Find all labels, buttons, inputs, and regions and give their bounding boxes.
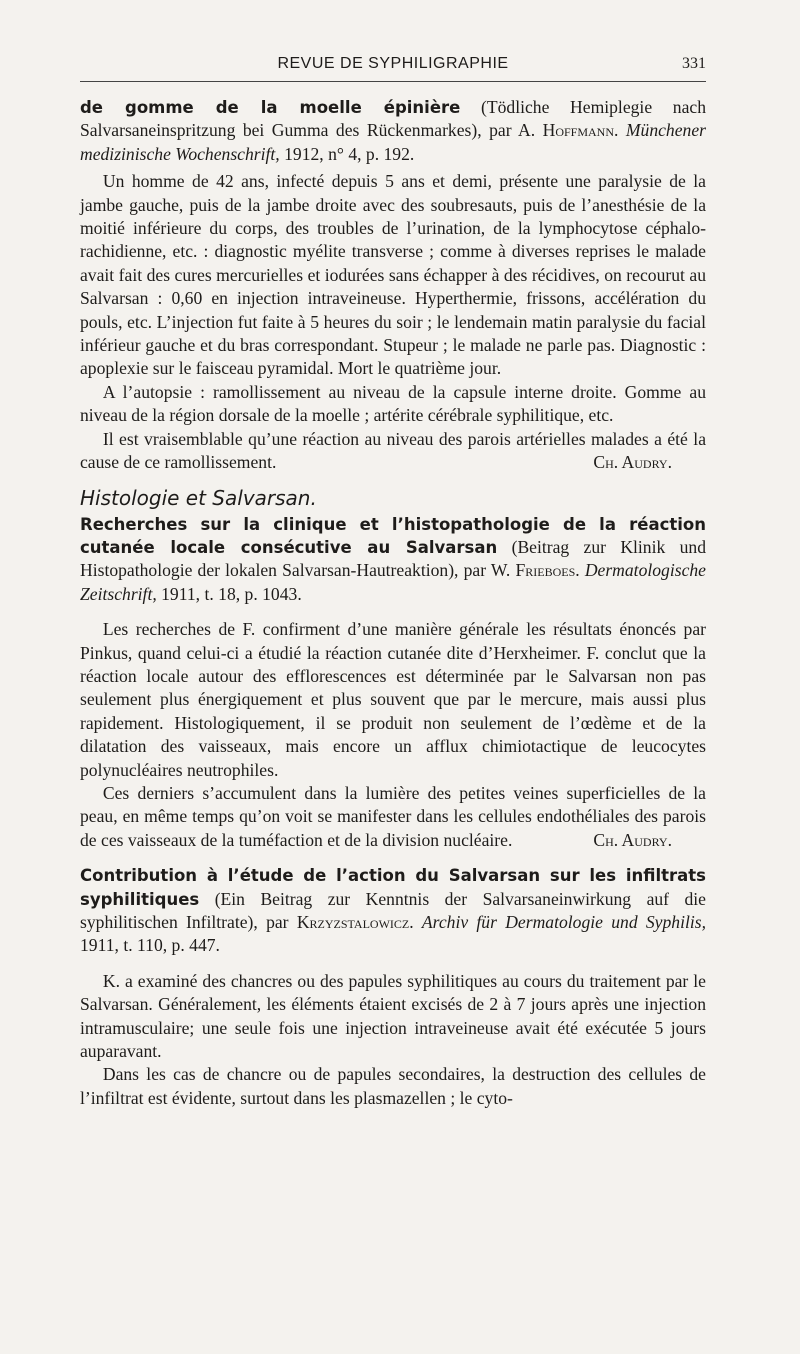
page-number: 331 [682,55,706,72]
article-1-paragraph-1: Un homme de 42 ans, infecté depuis 5 ans et demi, présente une paralysie de la jambe gauche, puis de la jambe droite avec des soubresauts, puis de l’anesthésie de la moitié inférieure du corps, des troubles de l’urination, de la lymphocytose céphalo-rachidienne, etc. : diagnostic myélite transverse ; comme à diverses reprises le malade avait fait des cures mercurielles et iodurées sans échapper à des récidives, on recourut au Salvarsan : 0,60 en injection intraveineuse. Hyperthermie, frissons, accélération du pouls, etc. L’injection fut faite à 5 heures du soir ; le lendemain matin paralysie du facial inférieur gauche et du bras correspondant. Stupeur ; le malade ne parle pas. Diagnostic : apoplexie sur le faisceau pyramidal. Mort le quatrième jour. [80,171,706,379]
article-3-sep: . [409,912,422,933]
article-3-journal: Archiv für Dermatologie und Syphilis, [421,912,706,933]
page-header [80,55,706,82]
article-1-paragraph-3: Il est vraisemblable qu’une réaction au niveau des parois artérielles malades a été la cause de ce ramollissement. [80,428,706,473]
article-1-journal: Münchener medizinische Wochenschrift, [80,120,706,164]
article-3-author: Krzyzstalowicz [296,912,410,933]
reference-article-3 [80,864,706,958]
article-2-title-rest: (Beitrag zur Klinik und Histopathologie der lokalen Salvarsan-Hautreaktion), par W. [80,536,706,581]
body-text [80,96,706,1110]
article-3-title-rest: (Ein Beitrag zur Kenntnis der Salvarsaneinwirkung auf die syphilitischen Infiltrate), par [80,888,706,933]
article-1-title: de gomme de la moelle épinière [80,98,461,117]
section-heading: Histologie et Salvarsan. [80,485,317,510]
article-2-signature: Ch. Audry. [593,829,672,850]
article-1-sep: . [614,120,626,141]
running-title: REVUE DE SYPHILIGRAPHIE [277,55,509,72]
article-1-paragraph-2: A l’autopsie : ramollissement au niveau de la capsule interne droite. Gomme au niveau de la région dorsale de la moelle ; artérite cérébrale syphilitique, etc. [80,381,706,426]
article-1-signature: Ch. Audry. [593,452,672,473]
article-1-author: Hoffmann [542,120,615,141]
article-1-details: 1912, n° 4, p. 192. [279,143,415,164]
article-2-journal: Dermatologische Zeitschrift, [80,560,706,604]
article-2-paragraph-1: Les recherches de F. confirment d’une manière générale les résultats énoncés par Pinkus, quand celui-ci a étudié la réaction cutanée dite d’Herxheimer. F. conclut que la réaction locale autour des efflorescences est déterminée par le Salvarsan non pas seulement plus énergiquement et plus souvent que par le mercure, mais aussi plus rapidement. Histologiquement, il se produit non seulement de l’œdème et de la dilatation des vaisseaux, mais encore un afflux chimiotactique de leucocytes polynucléaires neutrophiles. [80,619,706,780]
article-3-title: Contribution à l’étude de l’action du Salvarsan sur les infiltrats syphilitiques [80,866,706,909]
article-2-sep: . [575,560,585,581]
article-3-paragraph-1: K. a examiné des chancres ou des papules syphilitiques au cours du traitement par le Salvarsan. Généralement, les éléments étaient excisés de 2 à 7 jours après une injection intramusculaire; une seule fois une injection intraveineuse avait été exécutée 5 jours auparavant. [80,970,706,1062]
reference-article-2 [80,513,706,607]
article-2-title: Recherches sur la clinique et l’histopathologie de la réaction cutanée locale consécutive au Salvarsan [80,514,706,557]
article-2-paragraph-2: Ces derniers s’accumulent dans la lumière des petites veines superficielles de la peau, en même temps qu’on voit se manifester dans les cellules endothéliales des parois de ces vaisseaux de la tuméfaction et de la division nucléaire. [80,782,706,850]
article-1-title-rest: (Tödliche Hemiplegie nach Salvarsaneinspritzung bei Gumma des Rückenmarkes), par A. [80,97,706,141]
reference-article-1 [80,96,706,166]
article-2-author: Frieboes [515,560,576,581]
article-3-paragraph-2: Dans les cas de chancre ou de papules secondaires, la destruction des cellules de l’infiltrat est évidente, surtout dans les plasmazellen ; le cyto- [80,1064,706,1108]
article-2-details: 1911, t. 18, p. 1043. [156,583,302,604]
article-3-details: 1911, t. 110, p. 447. [80,935,220,956]
